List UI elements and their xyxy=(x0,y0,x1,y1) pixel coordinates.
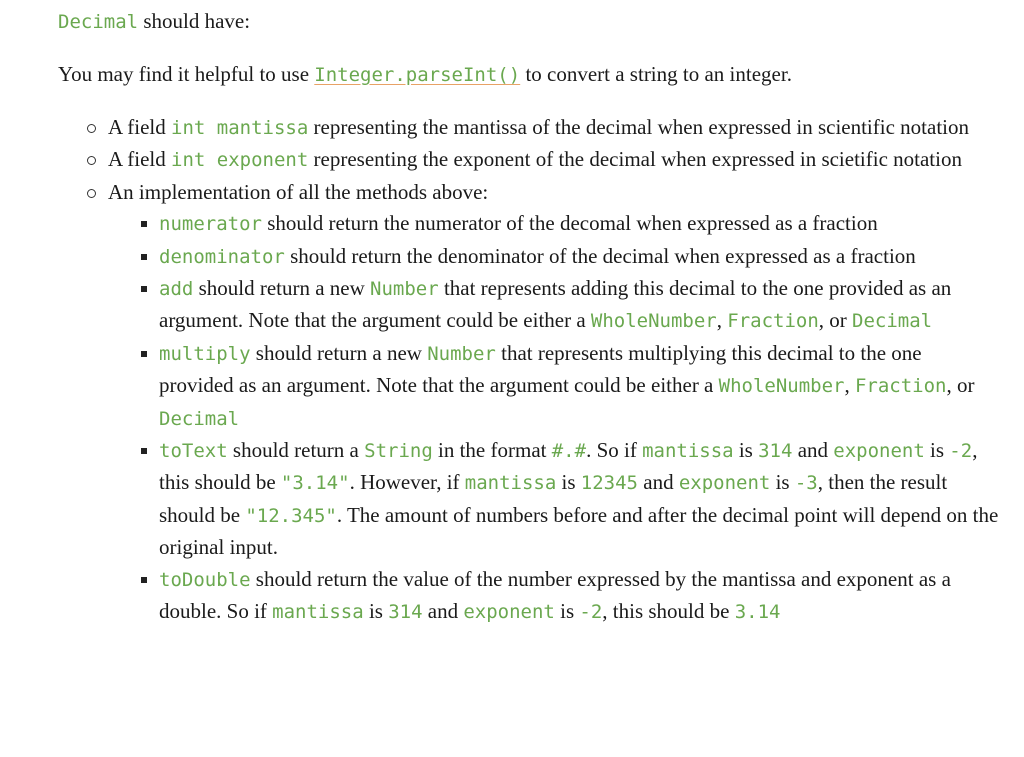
method-totext: toText should return a String in the format #.#. So if mantissa is 314 and exponent is -2, this should be "3.14". However, if mantissa is 12345 and exponent is -3, then the result should be "12.345". The amount of numbers before and after the decimal point will depend on the original input. xyxy=(159,435,1000,564)
method-add: add should return a new Number that represents adding this decimal to the one provided as an argument. Note that the argument could be either a WholeNumber, Fraction, or Decimal xyxy=(159,273,1000,338)
method-denominator: denominator should return the denominator of the decimal when expressed as a fraction xyxy=(159,241,1000,273)
list-item-methods: An implementation of all the methods above: numerator should return the numerator of the decomal when expressed as a fraction denominator should return the denominator of the decimal when expressed as a fraction add should return a new Number that represents adding this decimal to the one provided as an argument. Note that the argument could be either a WholeNumber, Fraction, or Decimal multiply should return a new Number that represents multiplying this decimal to the one provided as an argument. Note that the argument could be either a WholeNumber, Fraction, or Decimal toText should return a String in the format #.#. So if mantissa is 314 and exponent is -2, this should be "3.14". However, if mantissa is 12345 and exponent is -3, then the result should be "12.345". The amount of numbers before and after the decimal point will depend on the original input. toDouble should return the value of the number expressed by the mantissa and exponent as a double. So if mantissa is 314 and exponent is -2, this should be 3.14 xyxy=(108,177,1000,629)
code-int-mantissa: int mantissa xyxy=(171,117,309,139)
code-decimal: Decimal xyxy=(58,11,139,33)
parseint-link[interactable]: Integer.parseInt() xyxy=(314,64,521,86)
decimal-requirements-list xyxy=(58,112,1000,629)
list-item-mantissa-field: A field int mantissa representing the mantissa of the decimal when expressed in scientific notation xyxy=(108,112,1000,144)
method-multiply: multiply should return a new Number that represents multiplying this decimal to the one provided as an argument. Note that the argument could be either a WholeNumber, Fraction, or Decimal xyxy=(159,338,1000,435)
parseint-tip: You may find it helpful to use Integer.parseInt() to convert a string to an integer. xyxy=(58,62,792,86)
method-todouble: toDouble should return the value of the number expressed by the mantissa and exponent as a double. So if mantissa is 314 and exponent is -2, this should be 3.14 xyxy=(159,564,1000,629)
section-heading: Decimal should have: xyxy=(58,9,251,33)
methods-list xyxy=(108,208,1000,628)
code-int-exponent: int exponent xyxy=(171,149,309,172)
list-item-exponent-field: A field int exponent representing the exponent of the decimal when expressed in scietific notation xyxy=(108,144,1000,176)
method-numerator: numerator should return the numerator of the decomal when expressed as a fraction xyxy=(159,208,1000,240)
